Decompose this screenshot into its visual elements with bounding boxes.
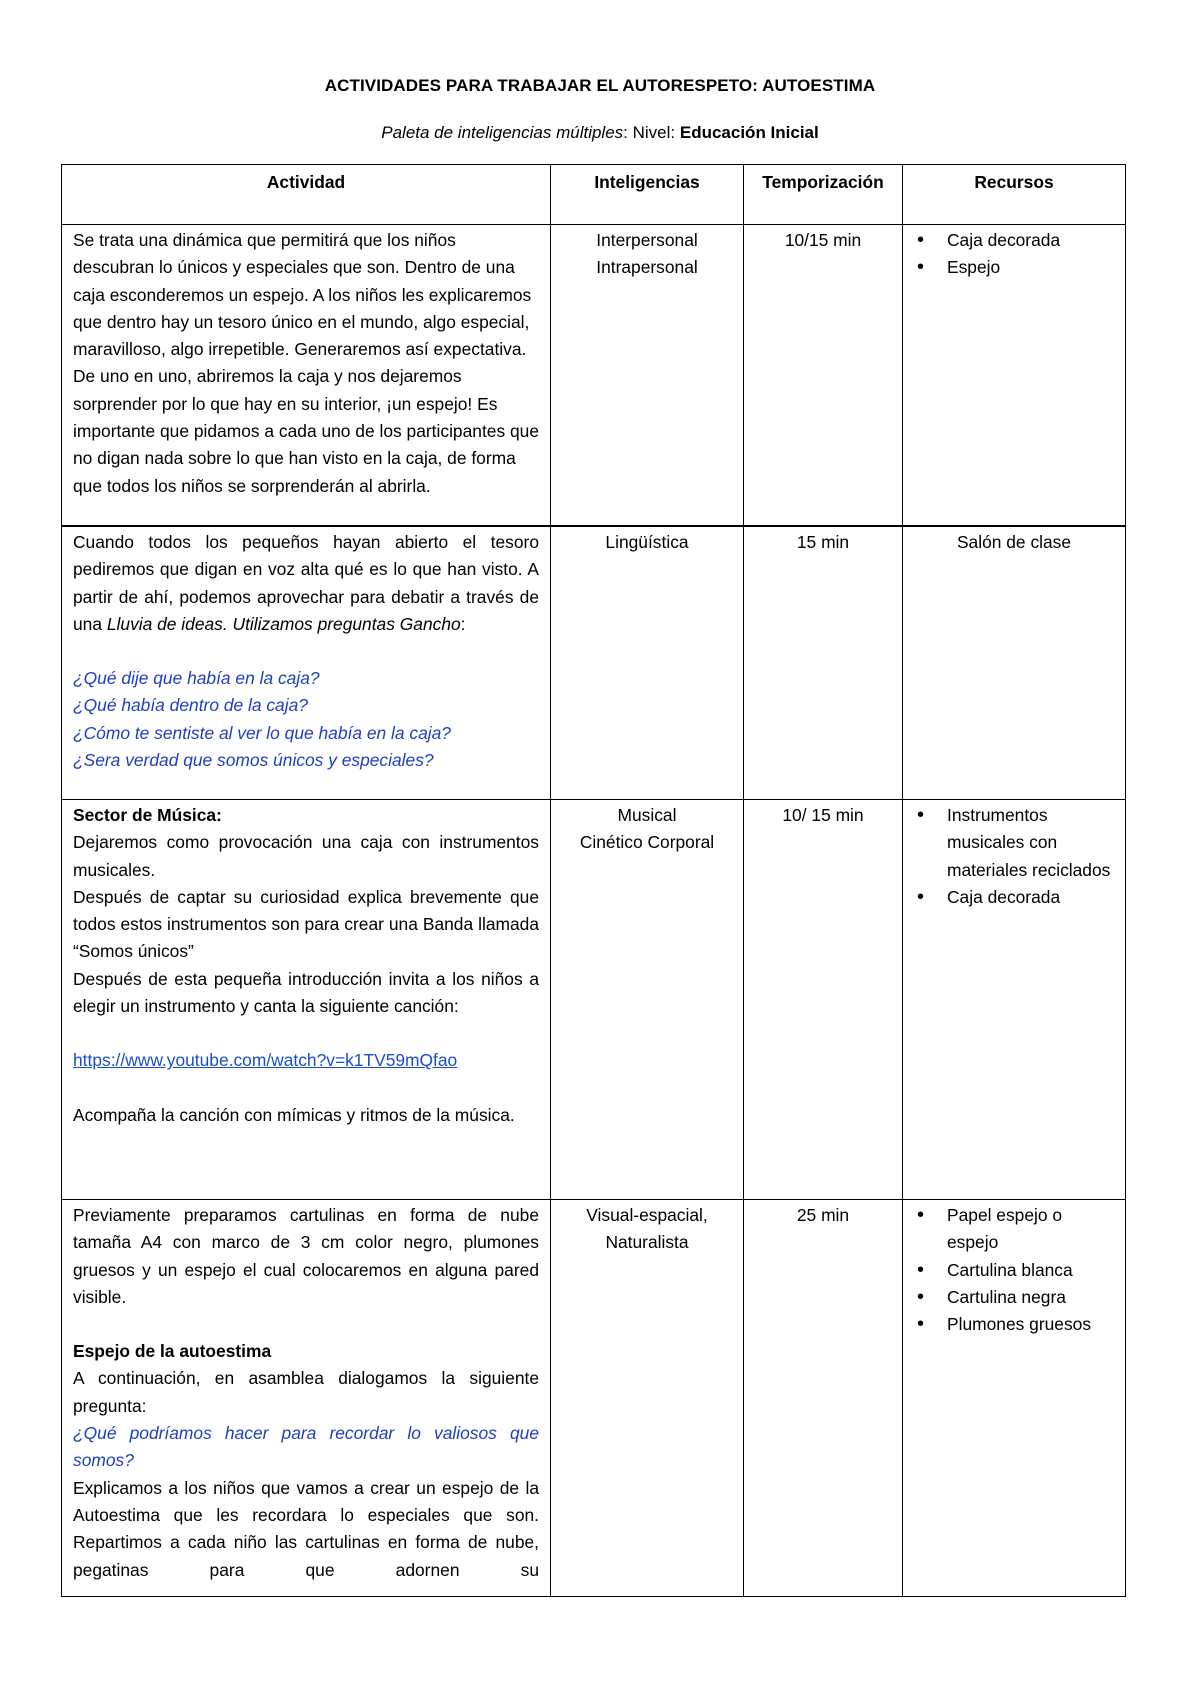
youtube-link[interactable]: https://www.youtube.com/watch?v=k1TV59mQfao xyxy=(73,1050,458,1071)
resources-list xyxy=(914,1202,1114,1338)
activity-cell xyxy=(62,800,551,1200)
question-item: ¿Qué podríamos hacer para recordar lo valiosos que somos? xyxy=(73,1423,539,1471)
activity-italic: Lluvia de ideas. Utilizamos preguntas Gancho xyxy=(106,613,461,634)
resource-item: • Caja decorada xyxy=(914,884,1114,911)
activity-cell xyxy=(62,526,551,800)
header-recursos: Recursos xyxy=(903,165,1126,225)
subtitle-middle: : Nivel: xyxy=(623,123,680,142)
time-cell: 10/ 15 min xyxy=(744,800,903,1200)
activity-paragraph: Dejaremos como provocación una caja con instrumentos musicales. xyxy=(73,832,539,880)
resources-cell xyxy=(903,225,1126,527)
intelligences-cell xyxy=(551,1200,744,1597)
activity-cell xyxy=(62,225,551,527)
activity-paragraph: Después de captar su curiosidad explica brevemente que todos estos instrumentos son para crear una Banda llamada “Somos únicos” xyxy=(73,886,539,962)
resource-item: • Espejo xyxy=(914,254,1114,281)
resource-item: • Caja decorada xyxy=(914,227,1114,254)
resources-cell xyxy=(903,800,1126,1200)
intelligence-item: Visual-espacial, xyxy=(586,1205,708,1225)
resources-cell xyxy=(903,1200,1126,1597)
table-row xyxy=(62,1200,1126,1597)
intelligences-cell xyxy=(551,800,744,1200)
activity-heading: Sector de Música: xyxy=(73,805,222,825)
intelligence-item: Interpersonal xyxy=(596,230,698,250)
question-item: ¿Cómo te sentiste al ver lo que había en la caja? xyxy=(73,722,451,743)
resource-item: • Instrumentos musicales con materiales reciclados xyxy=(914,802,1114,884)
document-subtitle xyxy=(0,123,1200,143)
table-row xyxy=(62,526,1126,800)
activity-paragraph: Explicamos a los niños que vamos a crear un espejo de la Autoestima que les recordara lo especiales que son. Repartimos a cada niño las cartulinas en forma de nube, pegatinas para que adornen su xyxy=(73,1477,539,1580)
activity-cell xyxy=(62,1200,551,1597)
subtitle-level: Educación Inicial xyxy=(679,123,819,142)
time-cell: 10/15 min xyxy=(744,225,903,527)
intelligence-item: Cinético Corporal xyxy=(579,832,715,853)
intelligences-cell xyxy=(551,526,744,800)
document-title: ACTIVIDADES PARA TRABAJAR EL AUTORESPETO: AUTOESTIMA xyxy=(324,76,876,95)
header-inteligencias: Inteligencias xyxy=(551,165,744,225)
table-row xyxy=(62,800,1126,1200)
time-cell: 25 min xyxy=(744,1200,903,1597)
activity-paragraph: A continuación, en asamblea dialogamos la siguiente pregunta: xyxy=(73,1368,539,1416)
intelligence-item: Intrapersonal xyxy=(596,257,698,278)
resources-list xyxy=(914,227,1114,282)
resource-item: • Plumones gruesos xyxy=(914,1311,1114,1338)
intelligence-item: Naturalista xyxy=(605,1232,689,1253)
table-header-row xyxy=(62,165,1126,225)
activity-paragraph: De uno en uno, abriremos la caja y nos dejaremos sorprender por lo que hay en su interior, ¡un espejo! Es importante que pidamos a cada uno de los participantes que no digan nada sobre lo que han visto en la caja, de forma que todos los niños se sorprenderán al abrirla. xyxy=(73,366,539,496)
activity-colon: : xyxy=(460,613,466,634)
intelligence-item: Lingüística xyxy=(605,532,689,552)
question-item: ¿Qué dije que había en la caja? xyxy=(73,668,320,689)
header-actividad: Actividad xyxy=(62,165,551,225)
resources-cell: Salón de clase xyxy=(903,526,1126,800)
activity-paragraph: Se trata una dinámica que permitirá que los niños descubran lo únicos y especiales que son. Dentro de una caja esconderemos un espejo. A los niños les explicaremos que dentro hay un tesoro único en el mundo, algo especial, maravilloso, algo irrepetible. Generaremos así expectativa. xyxy=(73,230,532,360)
time-cell: 15 min xyxy=(744,526,903,800)
intelligence-item: Musical xyxy=(617,805,677,825)
resources-list xyxy=(914,802,1114,911)
intelligences-cell xyxy=(551,225,744,527)
activity-paragraph: Después de esta pequeña introducción invita a los niños a elegir un instrumento y canta la siguiente canción: xyxy=(73,968,539,1017)
activity-text: Cuando todos los pequeños hayan abierto el tesoro pediremos que digan en voz alta qué es lo que han visto. A partir de ahí, podemos aprovechar para debatir a través de una xyxy=(73,532,539,634)
resource-item: • Cartulina negra xyxy=(914,1284,1114,1311)
resource-item: • Cartulina blanca xyxy=(914,1257,1114,1284)
activity-heading: Espejo de la autoestima xyxy=(73,1341,272,1362)
resource-item: • Papel espejo o espejo xyxy=(914,1202,1114,1257)
subtitle-italic: Paleta de inteligencias múltiples xyxy=(381,123,624,142)
question-item: ¿Sera verdad que somos únicos y especiales? xyxy=(73,750,434,771)
activity-paragraph xyxy=(73,529,539,638)
activities-table xyxy=(61,164,1126,1597)
question-item: ¿Qué había dentro de la caja? xyxy=(73,695,308,716)
activity-paragraph: Acompaña la canción con mímicas y ritmos de la música. xyxy=(73,1104,515,1125)
header-temporizacion: Temporización xyxy=(744,165,903,225)
activity-paragraph: Previamente preparamos cartulinas en forma de nube tamaña A4 con marco de 3 cm color negro, plumones gruesos y un espejo el cual colocaremos en alguna pared visible. xyxy=(73,1205,539,1307)
table-row xyxy=(62,225,1126,527)
